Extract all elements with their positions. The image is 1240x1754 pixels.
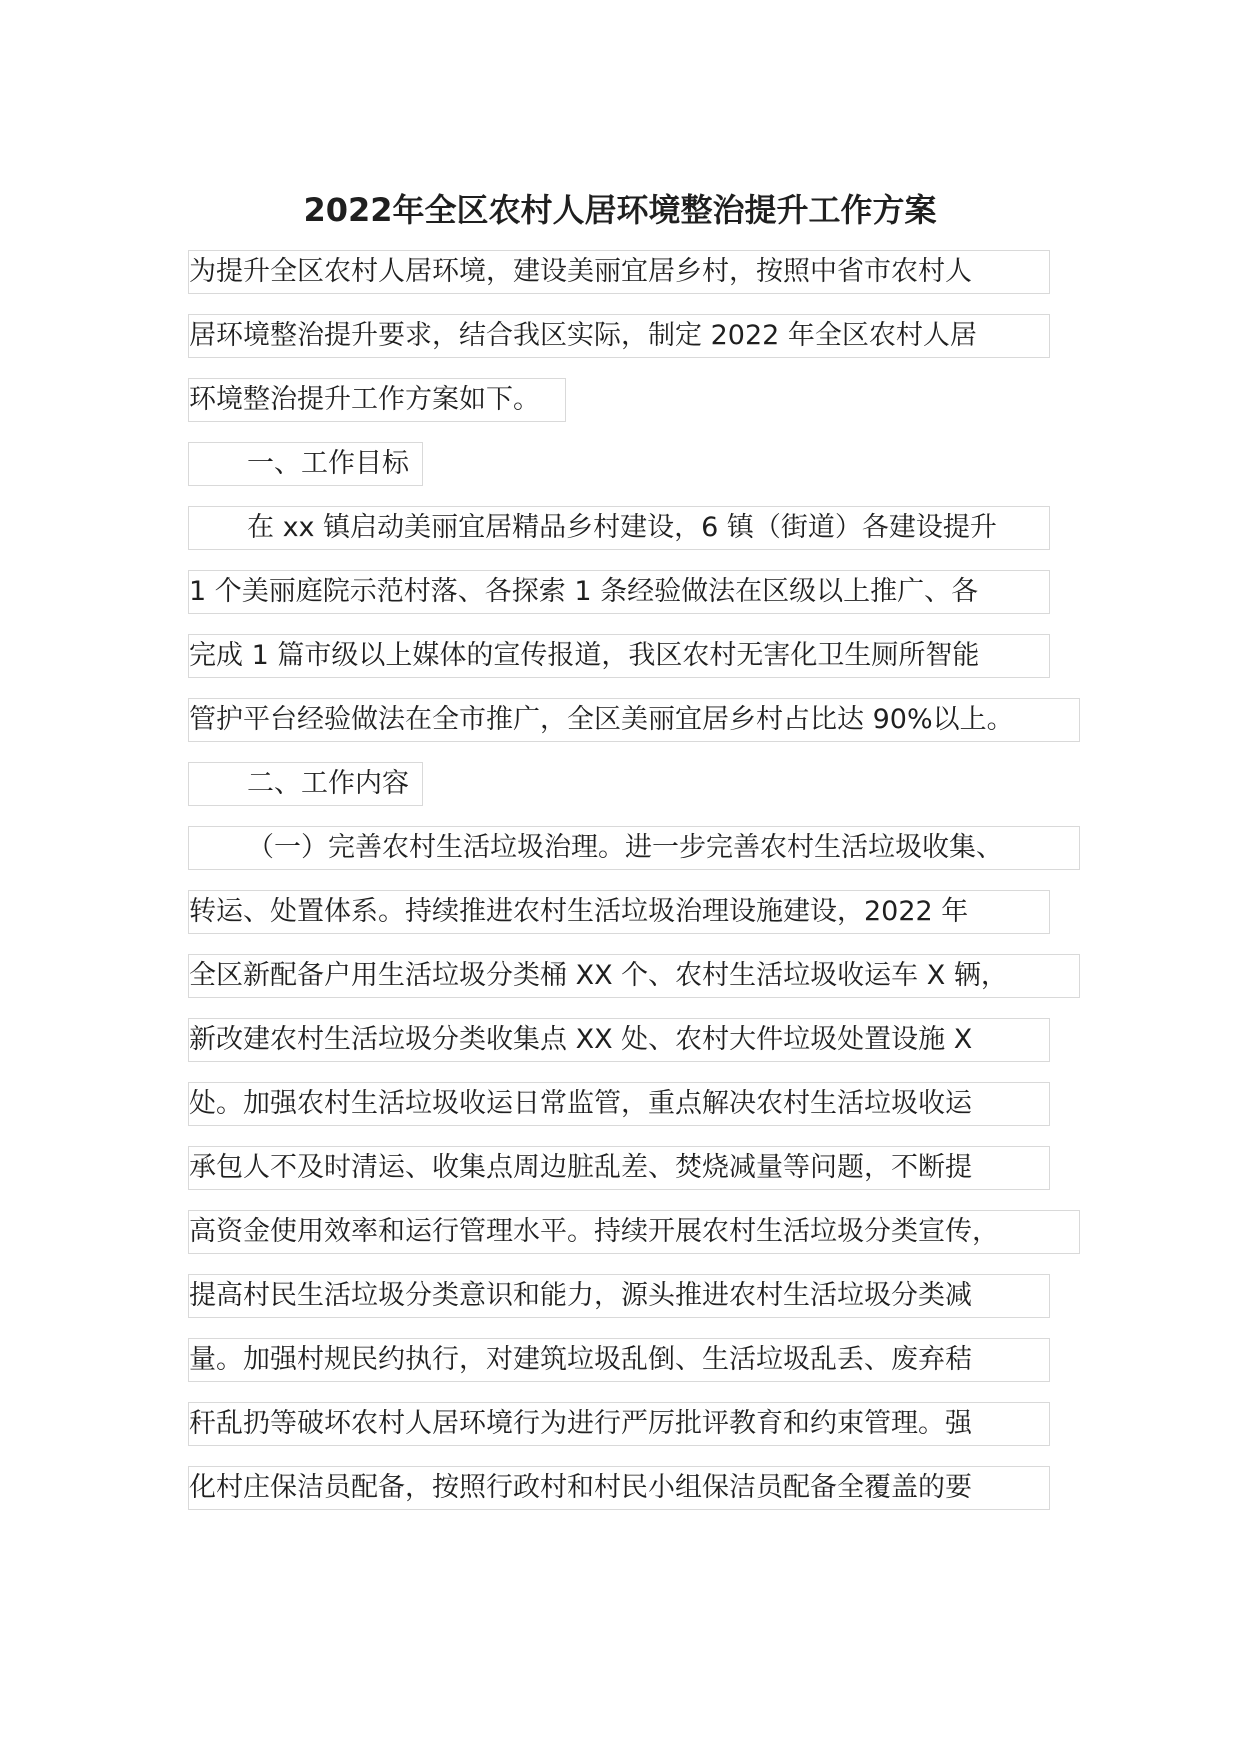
text-line: （一）完善农村生活垃圾治理。进一步完善农村生活垃圾收集、	[188, 826, 1080, 870]
text-line: 高资金使用效率和运行管理水平。持续开展农村生活垃圾分类宣传，	[188, 1210, 1080, 1254]
text-line: 居环境整治提升要求，结合我区实际，制定 2022 年全区农村人居	[188, 314, 1050, 358]
text-line: 环境整治提升工作方案如下。	[188, 378, 566, 422]
text-line: 处。加强农村生活垃圾收运日常监管，重点解决农村生活垃圾收运	[188, 1082, 1050, 1126]
text-line: 承包人不及时清运、收集点周边脏乱差、焚烧减量等问题，不断提	[188, 1146, 1050, 1190]
section-heading: 二、工作内容	[188, 762, 423, 806]
text-line: 转运、处置体系。持续推进农村生活垃圾治理设施建设，2022 年	[188, 890, 1050, 934]
text-line: 在 xx 镇启动美丽宜居精品乡村建设，6 镇（街道）各建设提升	[188, 506, 1050, 550]
document-title: 2022年全区农村人居环境整治提升工作方案	[303, 191, 937, 229]
section-heading: 一、工作目标	[188, 442, 423, 486]
text-line: 1 个美丽庭院示范村落、各探索 1 条经验做法在区级以上推广、各	[188, 570, 1050, 614]
text-line: 管护平台经验做法在全市推广，全区美丽宜居乡村占比达 90%以上。	[188, 698, 1080, 742]
text-line: 完成 1 篇市级以上媒体的宣传报道，我区农村无害化卫生厕所智能	[188, 634, 1050, 678]
text-line: 秆乱扔等破坏农村人居环境行为进行严厉批评教育和约束管理。强	[188, 1402, 1050, 1446]
text-line: 量。加强村规民约执行，对建筑垃圾乱倒、生活垃圾乱丢、废弃秸	[188, 1338, 1050, 1382]
text-line: 新改建农村生活垃圾分类收集点 XX 处、农村大件垃圾处置设施 X	[188, 1018, 1050, 1062]
text-line: 为提升全区农村人居环境，建设美丽宜居乡村，按照中省市农村人	[188, 250, 1050, 294]
text-line: 全区新配备户用生活垃圾分类桶 XX 个、农村生活垃圾收运车 X 辆，	[188, 954, 1080, 998]
text-line: 化村庄保洁员配备，按照行政村和村民小组保洁员配备全覆盖的要	[188, 1466, 1050, 1510]
text-line: 提高村民生活垃圾分类意识和能力，源头推进农村生活垃圾分类减	[188, 1274, 1050, 1318]
